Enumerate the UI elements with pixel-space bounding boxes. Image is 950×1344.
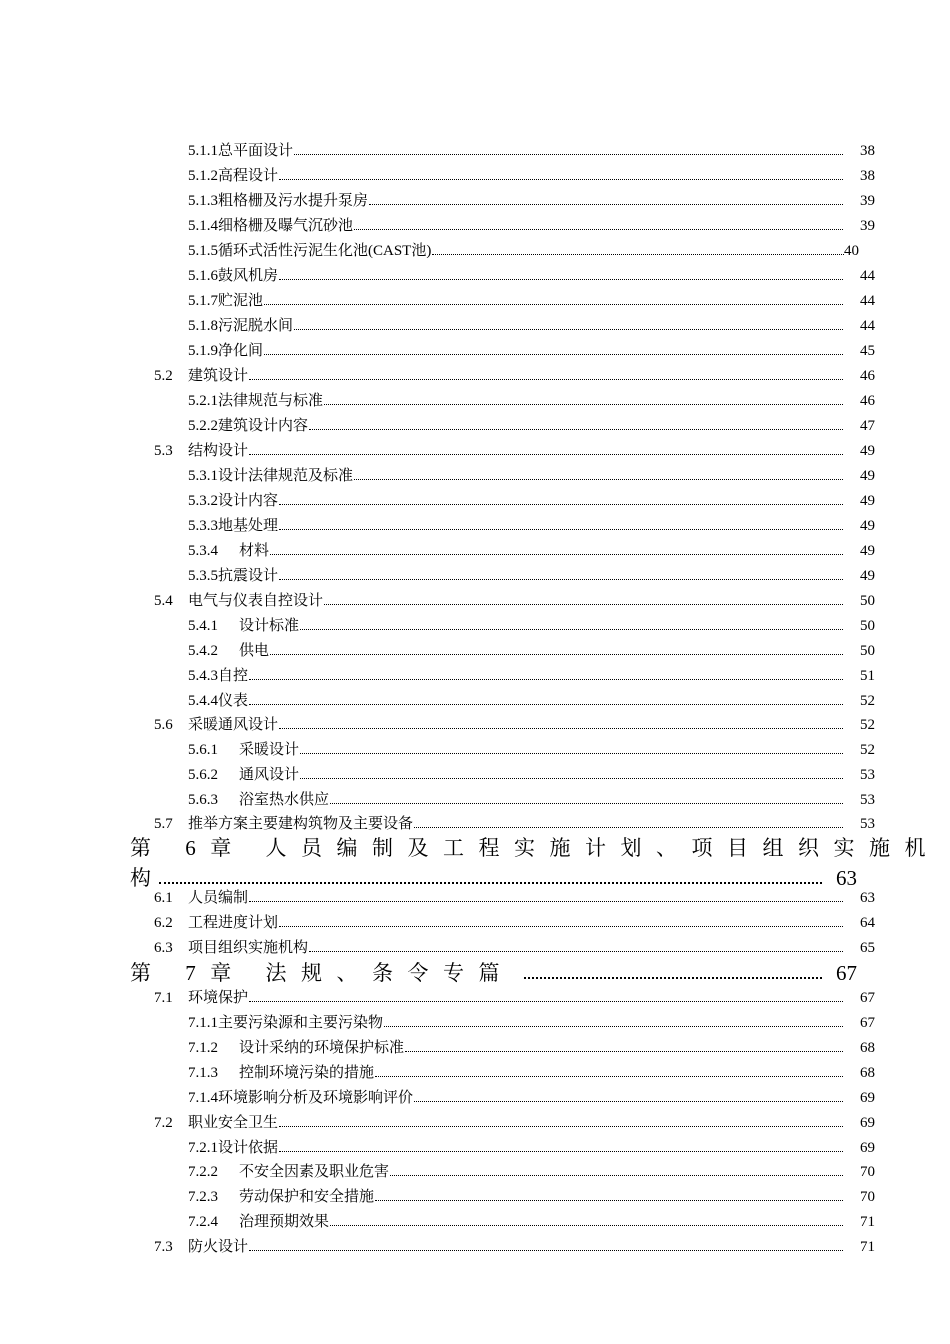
toc-entry-number: 6.2 bbox=[154, 915, 173, 931]
toc-entry[interactable] bbox=[188, 789, 875, 811]
dot-leader bbox=[300, 615, 843, 630]
toc-entry-title: 结构设计 bbox=[188, 443, 249, 459]
dot-leader bbox=[414, 1087, 843, 1102]
dot-leader bbox=[375, 1186, 843, 1201]
toc-entry-title: 劳动保护和安全措施 bbox=[239, 1189, 375, 1205]
toc-entry[interactable] bbox=[188, 490, 875, 512]
toc-entry[interactable] bbox=[188, 415, 875, 437]
toc-entry-number: 5.4.3 bbox=[188, 668, 218, 684]
toc-entry-number: 5.1.9 bbox=[188, 343, 218, 359]
dot-leader bbox=[249, 887, 843, 902]
toc-entry[interactable] bbox=[154, 887, 875, 909]
toc-entry-page: 39 bbox=[860, 218, 875, 234]
toc-entry-number: 7.1.3 bbox=[188, 1065, 218, 1081]
dot-leader bbox=[279, 265, 843, 280]
toc-entry-page: 49 bbox=[860, 443, 875, 459]
toc-entry-number: 7.2.3 bbox=[188, 1189, 218, 1205]
dot-leader bbox=[279, 165, 843, 180]
toc-entry[interactable] bbox=[188, 215, 875, 237]
toc-entry-page: 46 bbox=[860, 393, 875, 409]
toc-entry-number: 5.3.2 bbox=[188, 493, 218, 509]
toc-entry[interactable] bbox=[188, 1062, 875, 1084]
dot-leader bbox=[270, 540, 843, 555]
dot-leader bbox=[354, 215, 843, 230]
dot-leader bbox=[309, 937, 843, 952]
dot-leader bbox=[294, 140, 843, 155]
toc-entry-title: 职业安全卫生 bbox=[188, 1115, 279, 1131]
dot-leader bbox=[324, 390, 843, 405]
toc-entry-number: 5.3 bbox=[154, 443, 173, 459]
toc-entry-title: 通风设计 bbox=[239, 767, 300, 783]
toc-entry-page: 71 bbox=[860, 1239, 875, 1255]
toc-entry-title: 采暖通风设计 bbox=[188, 717, 279, 733]
toc-entry-number: 5.6 bbox=[154, 717, 173, 733]
toc-entry-title: 推举方案主要建构筑物及主要设备 bbox=[188, 816, 414, 832]
toc-entry-page: 50 bbox=[860, 593, 875, 609]
toc-entry-title: 设计内容 bbox=[218, 493, 279, 509]
toc-entry[interactable] bbox=[188, 140, 875, 162]
toc-entry-page: 52 bbox=[860, 717, 875, 733]
toc-entry[interactable] bbox=[188, 764, 875, 786]
toc-entry-page: 52 bbox=[860, 742, 875, 758]
toc-entry-number: 5.1.2 bbox=[188, 168, 218, 184]
toc-entry-title: 治理预期效果 bbox=[239, 1214, 330, 1230]
toc-entry-page: 69 bbox=[860, 1115, 875, 1131]
toc-entry-page: 71 bbox=[860, 1214, 875, 1230]
toc-entry-number: 5.1.7 bbox=[188, 293, 218, 309]
toc-entry-number: 5.2.2 bbox=[188, 418, 218, 434]
toc-entry-title: 自控 bbox=[218, 668, 249, 684]
toc-entry[interactable] bbox=[188, 290, 875, 312]
toc-entry-title: 鼓风机房 bbox=[218, 268, 279, 284]
toc-entry-title: 高程设计 bbox=[218, 168, 279, 184]
dot-leader bbox=[249, 690, 843, 705]
toc-entry-number: 7.3 bbox=[154, 1239, 173, 1255]
toc-entry-number: 5.7 bbox=[154, 816, 173, 832]
toc-entry-number: 5.4 bbox=[154, 593, 173, 609]
toc-entry[interactable] bbox=[188, 315, 875, 337]
toc-entry-title: 污泥脱水间 bbox=[218, 318, 294, 334]
dot-leader bbox=[384, 1012, 843, 1027]
toc-entry-page: 67 bbox=[860, 1015, 875, 1031]
chapter-page: 67 bbox=[836, 961, 857, 985]
dot-leader bbox=[249, 665, 843, 680]
toc-entry-page: 49 bbox=[860, 493, 875, 509]
toc-entry-title: 防火设计 bbox=[188, 1239, 249, 1255]
toc-entry-title: 不安全因素及职业危害 bbox=[239, 1164, 390, 1180]
dot-leader bbox=[249, 987, 843, 1002]
toc-entry-page: 46 bbox=[860, 368, 875, 384]
toc-entry-number: 5.6.2 bbox=[188, 767, 218, 783]
toc-entry[interactable] bbox=[188, 565, 875, 587]
dot-leader bbox=[270, 640, 843, 655]
chapter-title-line1: 第 6章 人员编制及工程实施计划、项目组织实施机 bbox=[130, 836, 940, 860]
toc-entry[interactable] bbox=[188, 1087, 875, 1109]
toc-entry-title: 环境影响分析及环境影响评价 bbox=[218, 1090, 414, 1106]
toc-entry-page: 68 bbox=[860, 1040, 875, 1056]
toc-entry-page: 47 bbox=[860, 418, 875, 434]
toc-entry-title: 电气与仪表自控设计 bbox=[188, 593, 324, 609]
toc-entry-number: 7.1.4 bbox=[188, 1090, 218, 1106]
toc-entry[interactable] bbox=[188, 340, 875, 362]
toc-entry-number: 7.2.4 bbox=[188, 1214, 218, 1230]
toc-entry-title: 贮泥池 bbox=[218, 293, 264, 309]
toc-entry-page: 68 bbox=[860, 1065, 875, 1081]
toc-entry-number: 5.6.1 bbox=[188, 742, 218, 758]
toc-entry-title: 控制环境污染的措施 bbox=[239, 1065, 375, 1081]
toc-entry-page: 49 bbox=[860, 518, 875, 534]
toc-entry[interactable] bbox=[188, 1137, 875, 1159]
toc-entry[interactable] bbox=[188, 240, 864, 262]
chapter-heading[interactable] bbox=[130, 833, 940, 893]
toc-entry-page: 69 bbox=[860, 1140, 875, 1156]
toc-entry-title: 粗格栅及污水提升泵房 bbox=[218, 193, 369, 209]
toc-entry-number: 5.6.3 bbox=[188, 792, 218, 808]
dot-leader bbox=[264, 290, 843, 305]
toc-entry-title: 设计依据 bbox=[218, 1140, 279, 1156]
toc-entry[interactable] bbox=[188, 465, 875, 487]
chapter-title: 第 7章 法规、条令专篇 bbox=[130, 961, 514, 985]
toc-entry[interactable] bbox=[154, 937, 875, 959]
toc-entry-page: 50 bbox=[860, 643, 875, 659]
chapter-heading[interactable] bbox=[130, 958, 857, 988]
toc-entry[interactable] bbox=[154, 813, 875, 835]
toc-entry[interactable] bbox=[188, 1186, 875, 1208]
dot-leader bbox=[432, 240, 844, 255]
toc-entry-title: 设计标准 bbox=[239, 618, 300, 634]
toc-entry-title: 建筑设计 bbox=[188, 368, 249, 384]
toc-entry-page: 49 bbox=[860, 543, 875, 559]
dot-leader bbox=[279, 565, 843, 580]
toc-entry-page: 44 bbox=[860, 293, 875, 309]
toc-entry-number: 7.1 bbox=[154, 990, 173, 1006]
toc-entry[interactable] bbox=[188, 265, 875, 287]
toc-entry-title: 细格栅及曝气沉砂池 bbox=[218, 218, 354, 234]
toc-entry-number: 7.2.2 bbox=[188, 1164, 218, 1180]
dot-leader bbox=[300, 764, 843, 779]
toc-entry-number: 5.2.1 bbox=[188, 393, 218, 409]
dot-leader bbox=[414, 813, 843, 828]
toc-entry-title: 法律规范与标准 bbox=[218, 393, 324, 409]
toc-entry-page: 65 bbox=[860, 940, 875, 956]
dot-leader bbox=[390, 1161, 843, 1176]
toc-entry-page: 38 bbox=[860, 168, 875, 184]
dot-leader bbox=[405, 1037, 843, 1052]
toc-entry-title: 项目组织实施机构 bbox=[188, 940, 309, 956]
dot-leader bbox=[279, 515, 843, 530]
toc-entry-page: 53 bbox=[860, 792, 875, 808]
dot-leader bbox=[279, 714, 843, 729]
toc-entry[interactable] bbox=[188, 515, 875, 537]
toc-entry-page: 45 bbox=[860, 343, 875, 359]
toc-entry-title: 采暖设计 bbox=[239, 742, 300, 758]
toc-entry-number: 5.1.5 bbox=[188, 243, 218, 259]
toc-entry[interactable] bbox=[188, 390, 875, 412]
toc-entry[interactable] bbox=[188, 1037, 875, 1059]
toc-entry-number: 5.4.4 bbox=[188, 693, 218, 709]
toc-entry-number: 7.2 bbox=[154, 1115, 173, 1131]
toc-entry-page: 64 bbox=[860, 915, 875, 931]
dot-leader bbox=[369, 190, 843, 205]
toc-entry-number: 6.3 bbox=[154, 940, 173, 956]
toc-entry[interactable] bbox=[154, 714, 875, 736]
toc-entry-title: 浴室热水供应 bbox=[239, 792, 330, 808]
toc-entry[interactable] bbox=[154, 440, 875, 462]
toc-entry-page: 53 bbox=[860, 816, 875, 832]
toc-entry-page: 51 bbox=[860, 668, 875, 684]
toc-entry-title: 净化间 bbox=[218, 343, 264, 359]
toc-entry-title: 设计法律规范及标准 bbox=[218, 468, 354, 484]
toc-entry-number: 5.1.8 bbox=[188, 318, 218, 334]
toc-entry-title: 供电 bbox=[239, 643, 270, 659]
toc-entry-number: 7.2.1 bbox=[188, 1140, 218, 1156]
dot-leader bbox=[279, 1112, 843, 1127]
dot-leader bbox=[279, 1137, 843, 1152]
toc-entry-page: 40 bbox=[844, 243, 859, 259]
toc-entry[interactable] bbox=[154, 987, 875, 1009]
toc-entry-page: 39 bbox=[860, 193, 875, 209]
chapter-title-line2: 构 bbox=[130, 866, 151, 890]
toc-entry-title: 循环式活性污泥生化池(CAST池) bbox=[218, 243, 432, 259]
toc-entry-page: 69 bbox=[860, 1090, 875, 1106]
toc-entry[interactable] bbox=[188, 690, 875, 712]
toc-entry[interactable] bbox=[188, 540, 875, 562]
toc-entry-number: 5.4.2 bbox=[188, 643, 218, 659]
toc-entry-page: 49 bbox=[860, 468, 875, 484]
toc-entry-title: 设计采纳的环境保护标准 bbox=[239, 1040, 405, 1056]
toc-entry-title: 总平面设计 bbox=[218, 143, 294, 159]
dot-leader bbox=[330, 789, 843, 804]
toc-entry[interactable] bbox=[188, 1012, 875, 1034]
toc-entry-number: 5.3.5 bbox=[188, 568, 218, 584]
toc-entry-number: 5.1.4 bbox=[188, 218, 218, 234]
dot-leader bbox=[375, 1062, 843, 1077]
toc-entry-number: 5.3.4 bbox=[188, 543, 218, 559]
toc-entry-page: 52 bbox=[860, 693, 875, 709]
toc-entry[interactable] bbox=[188, 1161, 875, 1183]
toc-entry[interactable] bbox=[154, 365, 875, 387]
toc-entry[interactable] bbox=[188, 165, 875, 187]
dot-leader bbox=[279, 912, 843, 927]
toc-entry-number: 7.1.2 bbox=[188, 1040, 218, 1056]
toc-entry[interactable] bbox=[188, 1211, 875, 1233]
toc-entry-number: 5.1.1 bbox=[188, 143, 218, 159]
toc-entry-title: 仪表 bbox=[218, 693, 249, 709]
toc-entry-page: 63 bbox=[860, 890, 875, 906]
dot-leader bbox=[300, 739, 843, 754]
toc-entry-page: 53 bbox=[860, 767, 875, 783]
dot-leader bbox=[354, 465, 843, 480]
toc-entry[interactable] bbox=[154, 1236, 875, 1258]
toc-entry[interactable] bbox=[154, 1112, 875, 1134]
toc-entry-number: 5.4.1 bbox=[188, 618, 218, 634]
toc-entry-page: 70 bbox=[860, 1189, 875, 1205]
toc-entry[interactable] bbox=[188, 739, 875, 761]
toc-entry-number: 6.1 bbox=[154, 890, 173, 906]
toc-entry-title: 人员编制 bbox=[188, 890, 249, 906]
dot-leader bbox=[330, 1211, 843, 1226]
toc-entry-number: 5.3.1 bbox=[188, 468, 218, 484]
toc-entry-page: 38 bbox=[860, 143, 875, 159]
chapter-page: 63 bbox=[836, 866, 857, 890]
dot-leader bbox=[249, 440, 843, 455]
toc-entry-page: 50 bbox=[860, 618, 875, 634]
dot-leader bbox=[309, 415, 843, 430]
toc-entry-page: 49 bbox=[860, 568, 875, 584]
toc-entry-number: 5.2 bbox=[154, 368, 173, 384]
toc-entry-title: 地基处理 bbox=[218, 518, 279, 534]
toc-entry-title: 材料 bbox=[239, 543, 270, 559]
toc-entry[interactable] bbox=[188, 190, 875, 212]
toc-entry[interactable] bbox=[154, 912, 875, 934]
toc-entry-number: 5.1.3 bbox=[188, 193, 218, 209]
toc-entry-page: 67 bbox=[860, 990, 875, 1006]
dot-leader bbox=[249, 1236, 843, 1251]
toc-entry-title: 建筑设计内容 bbox=[218, 418, 309, 434]
toc-entry-number: 5.1.6 bbox=[188, 268, 218, 284]
toc-entry[interactable] bbox=[188, 615, 875, 637]
dot-leader bbox=[324, 590, 843, 605]
dot-leader bbox=[264, 340, 843, 355]
toc-entry[interactable] bbox=[154, 590, 875, 612]
toc-entry-page: 44 bbox=[860, 268, 875, 284]
dot-leader bbox=[294, 315, 843, 330]
toc-entry[interactable] bbox=[188, 640, 875, 662]
dot-leader bbox=[159, 863, 822, 884]
toc-entry-number: 5.3.3 bbox=[188, 518, 218, 534]
toc-entry-page: 70 bbox=[860, 1164, 875, 1180]
dot-leader bbox=[249, 365, 843, 380]
toc-entry-title: 环境保护 bbox=[188, 990, 249, 1006]
toc-entry-title: 抗震设计 bbox=[218, 568, 279, 584]
toc-entry[interactable] bbox=[188, 665, 875, 687]
toc-entry-title: 工程进度计划 bbox=[188, 915, 279, 931]
toc-entry-number: 7.1.1 bbox=[188, 1015, 218, 1031]
dot-leader bbox=[279, 490, 843, 505]
toc-entry-page: 44 bbox=[860, 318, 875, 334]
dot-leader bbox=[524, 958, 822, 979]
toc-entry-title: 主要污染源和主要污染物 bbox=[218, 1015, 384, 1031]
